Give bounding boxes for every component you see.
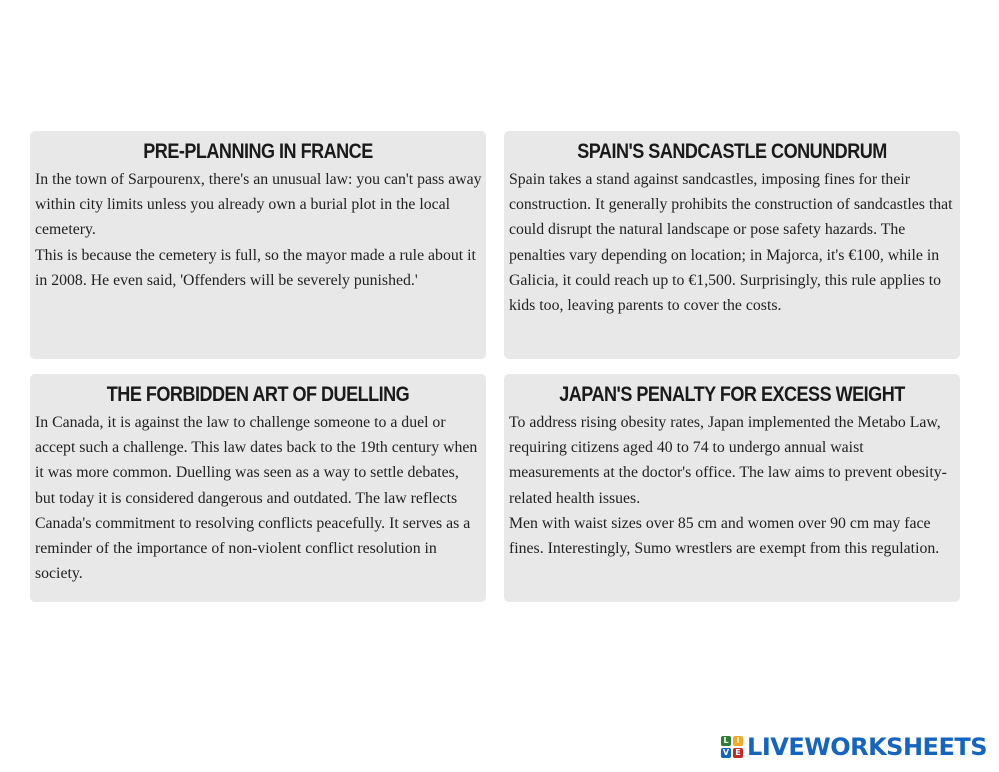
logo-grid-icon — [721, 736, 743, 758]
card-japans-penalty-for-excess-weight — [504, 374, 960, 602]
card-body — [30, 167, 486, 293]
card-paragraph: To address rising obesity rates, Japan implemented the Metabo Law, requiring citizens aged 40 to 74 to undergo annual waist measurements at the doctor's office. The law aims to prevent obesity-related health issues. — [509, 414, 947, 507]
card-spains-sandcastle-conundrum — [504, 131, 960, 359]
liveworksheets-logo[interactable] — [721, 733, 987, 761]
card-paragraph: Spain takes a stand against sandcastles, imposing fines for their construction. It generally prohibits the construction of sandcastles that could disrupt the natural landscape or pose safety hazards. The penalties vary depending on location; in Majorca, it's €100, while in Galicia, it could reach up to €1,500. Surprisingly, this rule applies to kids too, leaving parents to cover the costs. — [509, 171, 953, 315]
card-paragraph: In Canada, it is against the law to challenge someone to a duel or accept such a challenge. This law dates back to the 19th century when it was more common. Duelling was seen as a way to settle debates, but today it is considered dangerous and outdated. The law reflects Canada's commitment to resolving conflicts peacefully. It serves as a reminder of the importance of non-violent conflict resolution in society. — [35, 414, 478, 583]
card-title: THE FORBIDDEN ART OF DUELLING — [106, 383, 410, 406]
logo-tile: I — [733, 736, 743, 746]
card-paragraph: In the town of Sarpourenx, there's an unusual law: you can't pass away within city limits unless you already own a burial plot in the local cemetery. — [35, 171, 482, 239]
card-title: JAPAN'S PENALTY FOR EXCESS WEIGHT — [559, 383, 905, 406]
card-pre-planning-in-france — [30, 131, 486, 359]
card-forbidden-art-of-duelling — [30, 374, 486, 602]
logo-tile: V — [722, 748, 730, 757]
card-body — [504, 167, 960, 318]
card-title: SPAIN'S SANDCASTLE CONUNDRUM — [577, 140, 887, 163]
card-body — [504, 410, 960, 561]
logo-tile: L — [721, 736, 731, 746]
card-body — [30, 410, 486, 586]
card-paragraph: This is because the cemetery is full, so the mayor made a rule about it in 2008. He even said, 'Offenders will be severely punished.' — [35, 246, 476, 289]
card-paragraph: Men with waist sizes over 85 cm and women over 90 cm may face fines. Interestingly, Sumo wrestlers are exempt from this regulation. — [509, 514, 940, 558]
logo-text: LIVEWORKSHEETS — [747, 733, 987, 761]
logo-tile: E — [733, 748, 743, 758]
card-title: PRE-PLANNING IN FRANCE — [143, 140, 373, 163]
